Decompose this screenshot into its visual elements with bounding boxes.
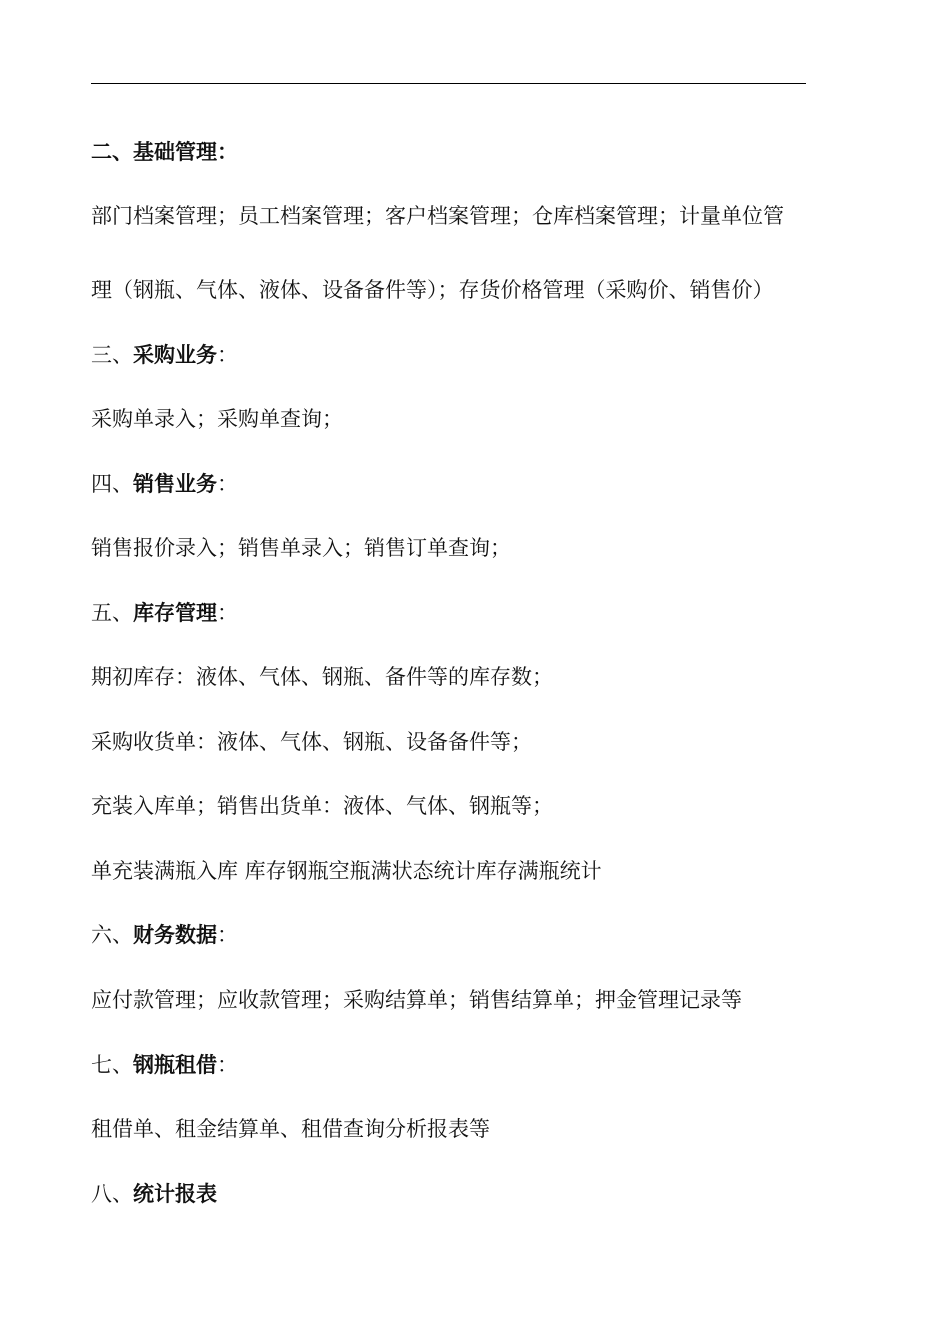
paragraph-line: 应付款管理；应收款管理；采购结算单；销售结算单；押金管理记录等 — [91, 988, 742, 1012]
paragraph-line: 单充装满瓶入库 库存钢瓶空瓶满状态统计库存满瓶统计 — [91, 859, 602, 883]
paragraph-line: 理（钢瓶、气体、液体、设备备件等）；存货价格管理（采购价、销售价） — [91, 278, 774, 302]
paragraph-line: 租借单、租金结算单、租借查询分析报表等 — [91, 1117, 490, 1141]
paragraph-line: 采购收货单：液体、气体、钢瓶、设备备件等； — [91, 730, 532, 754]
section-heading-finance — [91, 922, 238, 948]
section-colon: ： — [217, 601, 238, 625]
paragraph-line: 销售报价录入；销售单录入；销售订单查询； — [91, 536, 511, 560]
top-rule — [91, 83, 806, 84]
section-title: 销售业务 — [133, 472, 217, 496]
section-colon: ： — [217, 472, 238, 496]
section-number: 六、 — [91, 923, 133, 947]
section-heading-statistics-reports — [91, 1181, 217, 1207]
section-heading-sales — [91, 471, 238, 497]
section-number: 三、 — [91, 343, 133, 367]
section-heading-cylinder-rental — [91, 1052, 238, 1078]
section-title: 财务数据 — [133, 923, 217, 947]
section-number: 五、 — [91, 601, 133, 625]
section-title: 库存管理 — [133, 601, 217, 625]
paragraph-line: 充装入库单；销售出货单：液体、气体、钢瓶等； — [91, 794, 553, 818]
paragraph-line: 采购单录入；采购单查询； — [91, 407, 343, 431]
section-number: 二、 — [91, 140, 133, 164]
section-heading-purchasing — [91, 342, 238, 368]
section-number: 四、 — [91, 472, 133, 496]
section-heading-basic-management — [91, 139, 238, 165]
section-title: 采购业务 — [133, 343, 217, 367]
section-colon: ： — [217, 140, 238, 164]
section-number: 八、 — [91, 1182, 133, 1206]
paragraph-line: 期初库存：液体、气体、钢瓶、备件等的库存数； — [91, 665, 553, 689]
section-title: 统计报表 — [133, 1182, 217, 1206]
section-heading-inventory — [91, 600, 238, 626]
section-colon: ： — [217, 1053, 238, 1077]
section-title: 基础管理 — [133, 140, 217, 164]
paragraph-line: 部门档案管理；员工档案管理；客户档案管理；仓库档案管理；计量单位管 — [91, 204, 784, 228]
section-colon: ： — [217, 923, 238, 947]
section-colon: ： — [217, 343, 238, 367]
section-title: 钢瓶租借 — [133, 1053, 217, 1077]
section-number: 七、 — [91, 1053, 133, 1077]
